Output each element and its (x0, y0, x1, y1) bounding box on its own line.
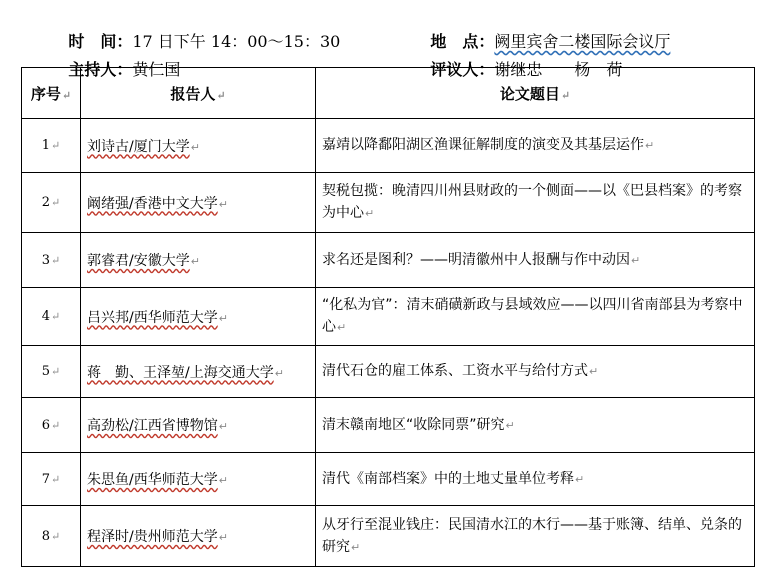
row-number-text: 8 (41, 528, 51, 544)
row-number (22, 288, 81, 346)
schedule-table (21, 67, 755, 567)
paragraph-mark: ↵ (51, 418, 61, 432)
row-reporter (81, 506, 316, 567)
row-number (22, 453, 81, 506)
row-reporter (81, 453, 316, 506)
host-label: 主持人： (68, 60, 133, 79)
paragraph-mark: ↵ (51, 139, 61, 152)
row-title-text: 清代《南部档案》中的土地丈量单位考释 (322, 470, 574, 487)
row-number (22, 119, 81, 173)
row-number-text: 5 (41, 364, 51, 379)
paragraph-mark: ↵ (274, 366, 284, 380)
paragraph-mark: ↵ (51, 310, 61, 323)
paragraph-mark: ↵ (631, 253, 641, 267)
paragraph-mark: ↵ (190, 255, 200, 268)
row-reporter-text: 蒋 勤、王泽堃/上海交通大学 (87, 364, 274, 381)
header-title-text: 论文题目 (499, 84, 560, 103)
paragraph-mark: ↵ (61, 88, 72, 102)
row-title-text: 从牙行至混业钱庄：民国清水江的木行——基于账簿、结单、兑条的研究 (322, 516, 742, 555)
table-row (22, 288, 755, 346)
row-title (316, 506, 755, 567)
row-title (316, 398, 755, 453)
paragraph-mark: ↵ (337, 321, 347, 334)
place-value: 阙里宾舍二楼国际会议厅 (494, 32, 671, 51)
row-number (22, 173, 81, 233)
row-title (316, 119, 755, 173)
table-row (22, 346, 755, 398)
paragraph-mark: ↵ (218, 420, 228, 433)
row-number-text: 7 (41, 471, 51, 487)
paragraph-mark: ↵ (51, 253, 61, 267)
paragraph-mark: ↵ (505, 418, 515, 432)
paragraph-mark: ↵ (365, 207, 375, 220)
paragraph-mark: ↵ (560, 88, 571, 102)
header-reporter-text: 报告人 (170, 84, 216, 103)
row-reporter (81, 398, 316, 453)
row-reporter-text: 刘诗古/厦门大学 (87, 138, 190, 155)
row-number (22, 346, 81, 398)
table-row (22, 506, 755, 567)
row-title-text: 嘉靖以降鄱阳湖区渔课征解制度的演变及其基层运作 (322, 137, 644, 153)
row-number-text: 4 (41, 309, 51, 324)
table-row (22, 173, 755, 233)
paragraph-mark: ↵ (218, 197, 228, 211)
row-reporter-text: 吕兴邦/西华师范大学 (87, 309, 218, 326)
table-row (22, 233, 755, 288)
row-reporter-text: 程泽时/贵州师范大学 (87, 529, 218, 545)
row-number-text: 1 (41, 138, 51, 153)
row-number (22, 398, 81, 453)
time-label: 时 间： (68, 32, 133, 51)
row-title-text: 求名还是图利？——明清徽州中人报酬与作中动因 (322, 251, 630, 268)
paragraph-mark: ↵ (51, 529, 61, 543)
table-header-row (22, 68, 755, 119)
reviewer-label: 评议人： (430, 60, 495, 79)
row-title (316, 173, 755, 233)
row-reporter (81, 119, 316, 173)
row-title-text: “化私为官”：清末硝磺新政与县域效应——以四川省南部县为考察中心 (322, 297, 743, 335)
paragraph-mark: ↵ (218, 531, 228, 544)
session-header (0, 0, 773, 79)
row-title-text: 清代石仓的雇工体系、工资水平与给付方式 (322, 363, 588, 379)
row-reporter (81, 233, 316, 288)
row-number-text: 3 (41, 252, 51, 268)
paragraph-mark: ↵ (51, 472, 61, 486)
paragraph-mark: ↵ (218, 311, 228, 325)
paragraph-mark: ↵ (51, 196, 61, 209)
row-reporter (81, 288, 316, 346)
header-title (316, 68, 755, 119)
paragraph-mark: ↵ (216, 88, 226, 102)
paragraph-mark: ↵ (589, 365, 599, 378)
paragraph-mark: ↵ (351, 540, 361, 554)
header-number-text: 序号 (30, 84, 61, 103)
row-title (316, 453, 755, 506)
row-reporter (81, 346, 316, 398)
table-row (22, 453, 755, 506)
row-title (316, 288, 755, 346)
reviewer-value: 谢继忠 杨 荷 (494, 60, 623, 79)
paragraph-mark: ↵ (190, 140, 200, 154)
header-number (22, 68, 81, 119)
table-row (22, 119, 755, 173)
row-number-text: 2 (41, 195, 51, 210)
paragraph-mark: ↵ (645, 139, 655, 152)
row-reporter-text: 阚绪强/香港中文大学 (87, 195, 218, 212)
host-value: 黄仁国 (132, 60, 181, 79)
row-title (316, 233, 755, 288)
table-row (22, 398, 755, 453)
place-label: 地 点： (430, 32, 495, 51)
row-number (22, 506, 81, 567)
row-number-text: 6 (41, 417, 51, 433)
row-title-text: 契税包揽：晚清四川州县财政的一个侧面——以《巴县档案》的考察为中心 (322, 183, 742, 221)
paragraph-mark: ↵ (575, 472, 585, 486)
row-number (22, 233, 81, 288)
row-reporter (81, 173, 316, 233)
row-title (316, 346, 755, 398)
time-value: 17 日下午 14：00～15：30 (132, 32, 341, 51)
paragraph-mark: ↵ (218, 474, 228, 487)
header-reporter (81, 68, 316, 119)
row-reporter-text: 郭睿君/安徽大学 (87, 253, 190, 269)
row-title-text: 清末赣南地区“收除同票”研究 (322, 416, 505, 433)
paragraph-mark: ↵ (51, 365, 61, 378)
row-reporter-text: 高劲松/江西省博物馆 (87, 418, 218, 434)
row-reporter-text: 朱思鱼/西华师范大学 (87, 472, 218, 488)
